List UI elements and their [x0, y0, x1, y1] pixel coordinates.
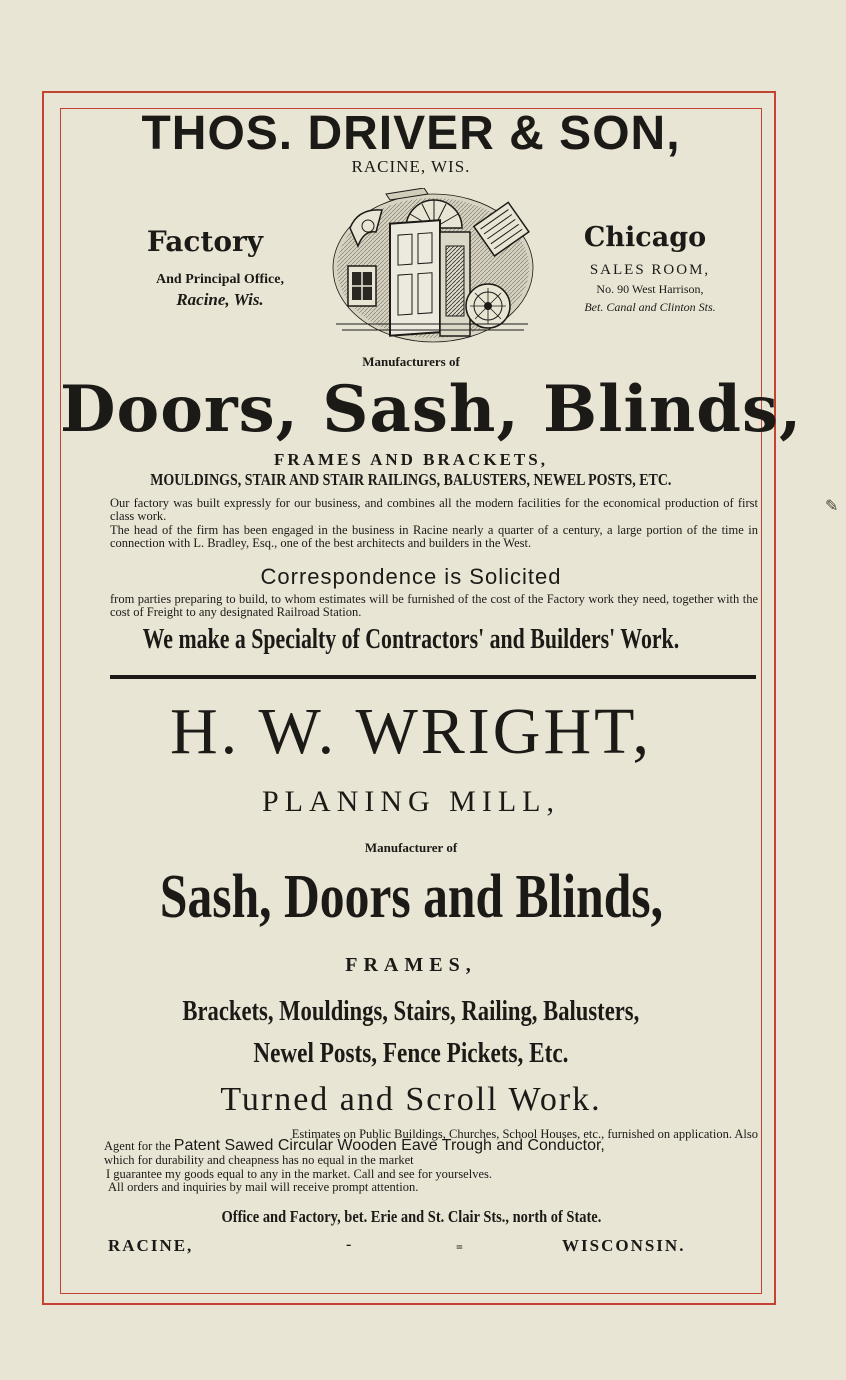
frames-and-brackets: FRAMES AND BRACKETS,: [274, 450, 548, 469]
newel-line: [60, 1037, 762, 1070]
footer-wisconsin: WISCONSIN.: [562, 1236, 686, 1255]
guarantee-line: I guarantee my goods equal to any in the market. Call and see for yourselves.: [106, 1167, 492, 1181]
pencil-mark-icon: ✎: [825, 498, 839, 515]
wright-title: H. W. WRIGHT,: [169, 695, 653, 768]
manufacturer-of: Manufacturer of: [364, 840, 458, 855]
estimates-paragraph: from parties preparing to build, to whom estimates will be furnished of the cost of the Factory work they need, together with the cost of Freight to any designated Railroad Station.: [110, 592, 758, 619]
orders-line: All orders and inquiries by mail will receive prompt attention.: [108, 1180, 419, 1194]
durability-line: which for durability and cheapness has no equal in the market: [104, 1153, 414, 1167]
panel-door-icon: [440, 232, 470, 336]
correspondence-heading: Correspondence is Solicited: [260, 564, 562, 589]
door-icon: [390, 220, 440, 335]
brackets-line: [60, 995, 762, 1028]
mouldings-text: MOULDINGS, STAIR AND STAIR RAILINGS, BALUSTERS, NEWEL POSTS, ETC.: [150, 470, 672, 489]
office-text: Office and Factory, bet. Erie and St. Clair Sts., north of State.: [221, 1207, 601, 1226]
footer-separator: =: [456, 1240, 463, 1254]
specialty-text: We make a Specialty of Contractors' and Builders' Work.: [142, 624, 680, 655]
section-divider: [110, 675, 756, 679]
sales-cross-streets: Bet. Canal and Clinton Sts.: [584, 300, 716, 314]
driver-products: Doors, Sash, Blinds,: [60, 372, 803, 447]
wright-products-line: [60, 862, 762, 933]
footer-racine: RACINE,: [108, 1236, 194, 1255]
office-line: [60, 1207, 762, 1227]
agent-line: [104, 1139, 758, 1153]
factory-heading: Factory: [146, 225, 264, 258]
turned-scroll-work: Turned and Scroll Work.: [220, 1081, 602, 1118]
sales-room: SALES ROOM,: [589, 262, 711, 278]
chicago-heading: Chicago: [583, 222, 707, 253]
rosette-icon: [466, 284, 510, 328]
planing-mill: PLANING MILL,: [262, 785, 560, 818]
doors-sash-illustration: [328, 188, 538, 348]
newel-text: Newel Posts, Fence Pickets, Etc.: [253, 1037, 569, 1069]
patent-trough: Patent Sawed Circular Wooden Eave Trough and Conductor,: [173, 1137, 605, 1154]
specialty-line: [60, 624, 762, 656]
factory-paragraph: Our factory was built expressly for our business, and combines all the modern facilities for the economical production of first class work.: [110, 496, 758, 523]
sales-address: No. 90 West Harrison,: [596, 282, 704, 296]
driver-title: THOS. DRIVER & SON,: [141, 107, 681, 160]
footer-dash: -: [346, 1236, 352, 1253]
frames-heading: FRAMES,: [345, 954, 477, 976]
manufacturers-of: Manufacturers of: [362, 354, 460, 369]
wright-products: Sash, Doors and Blinds,: [159, 863, 663, 931]
agent-prefix: Agent for the: [104, 1139, 171, 1153]
estimates-line: Estimates on Public Buildings, Churches, School Houses, etc., furnished on application. Also: [291, 1127, 758, 1141]
factory-line2: Racine, Wis.: [176, 290, 264, 309]
mouldings-line: [60, 470, 762, 490]
sash-window-icon: [348, 266, 376, 306]
history-paragraph: The head of the firm has been engaged in the business in Racine nearly a quarter of a century, a large portion of the time in connection with L. Bradley, Esq., one of the best architects and builders in the West.: [110, 523, 758, 550]
brackets-text: Brackets, Mouldings, Stairs, Railing, Balusters,: [182, 995, 640, 1027]
driver-city: RACINE, WIS.: [351, 157, 471, 176]
factory-line1: And Principal Office,: [156, 272, 284, 287]
